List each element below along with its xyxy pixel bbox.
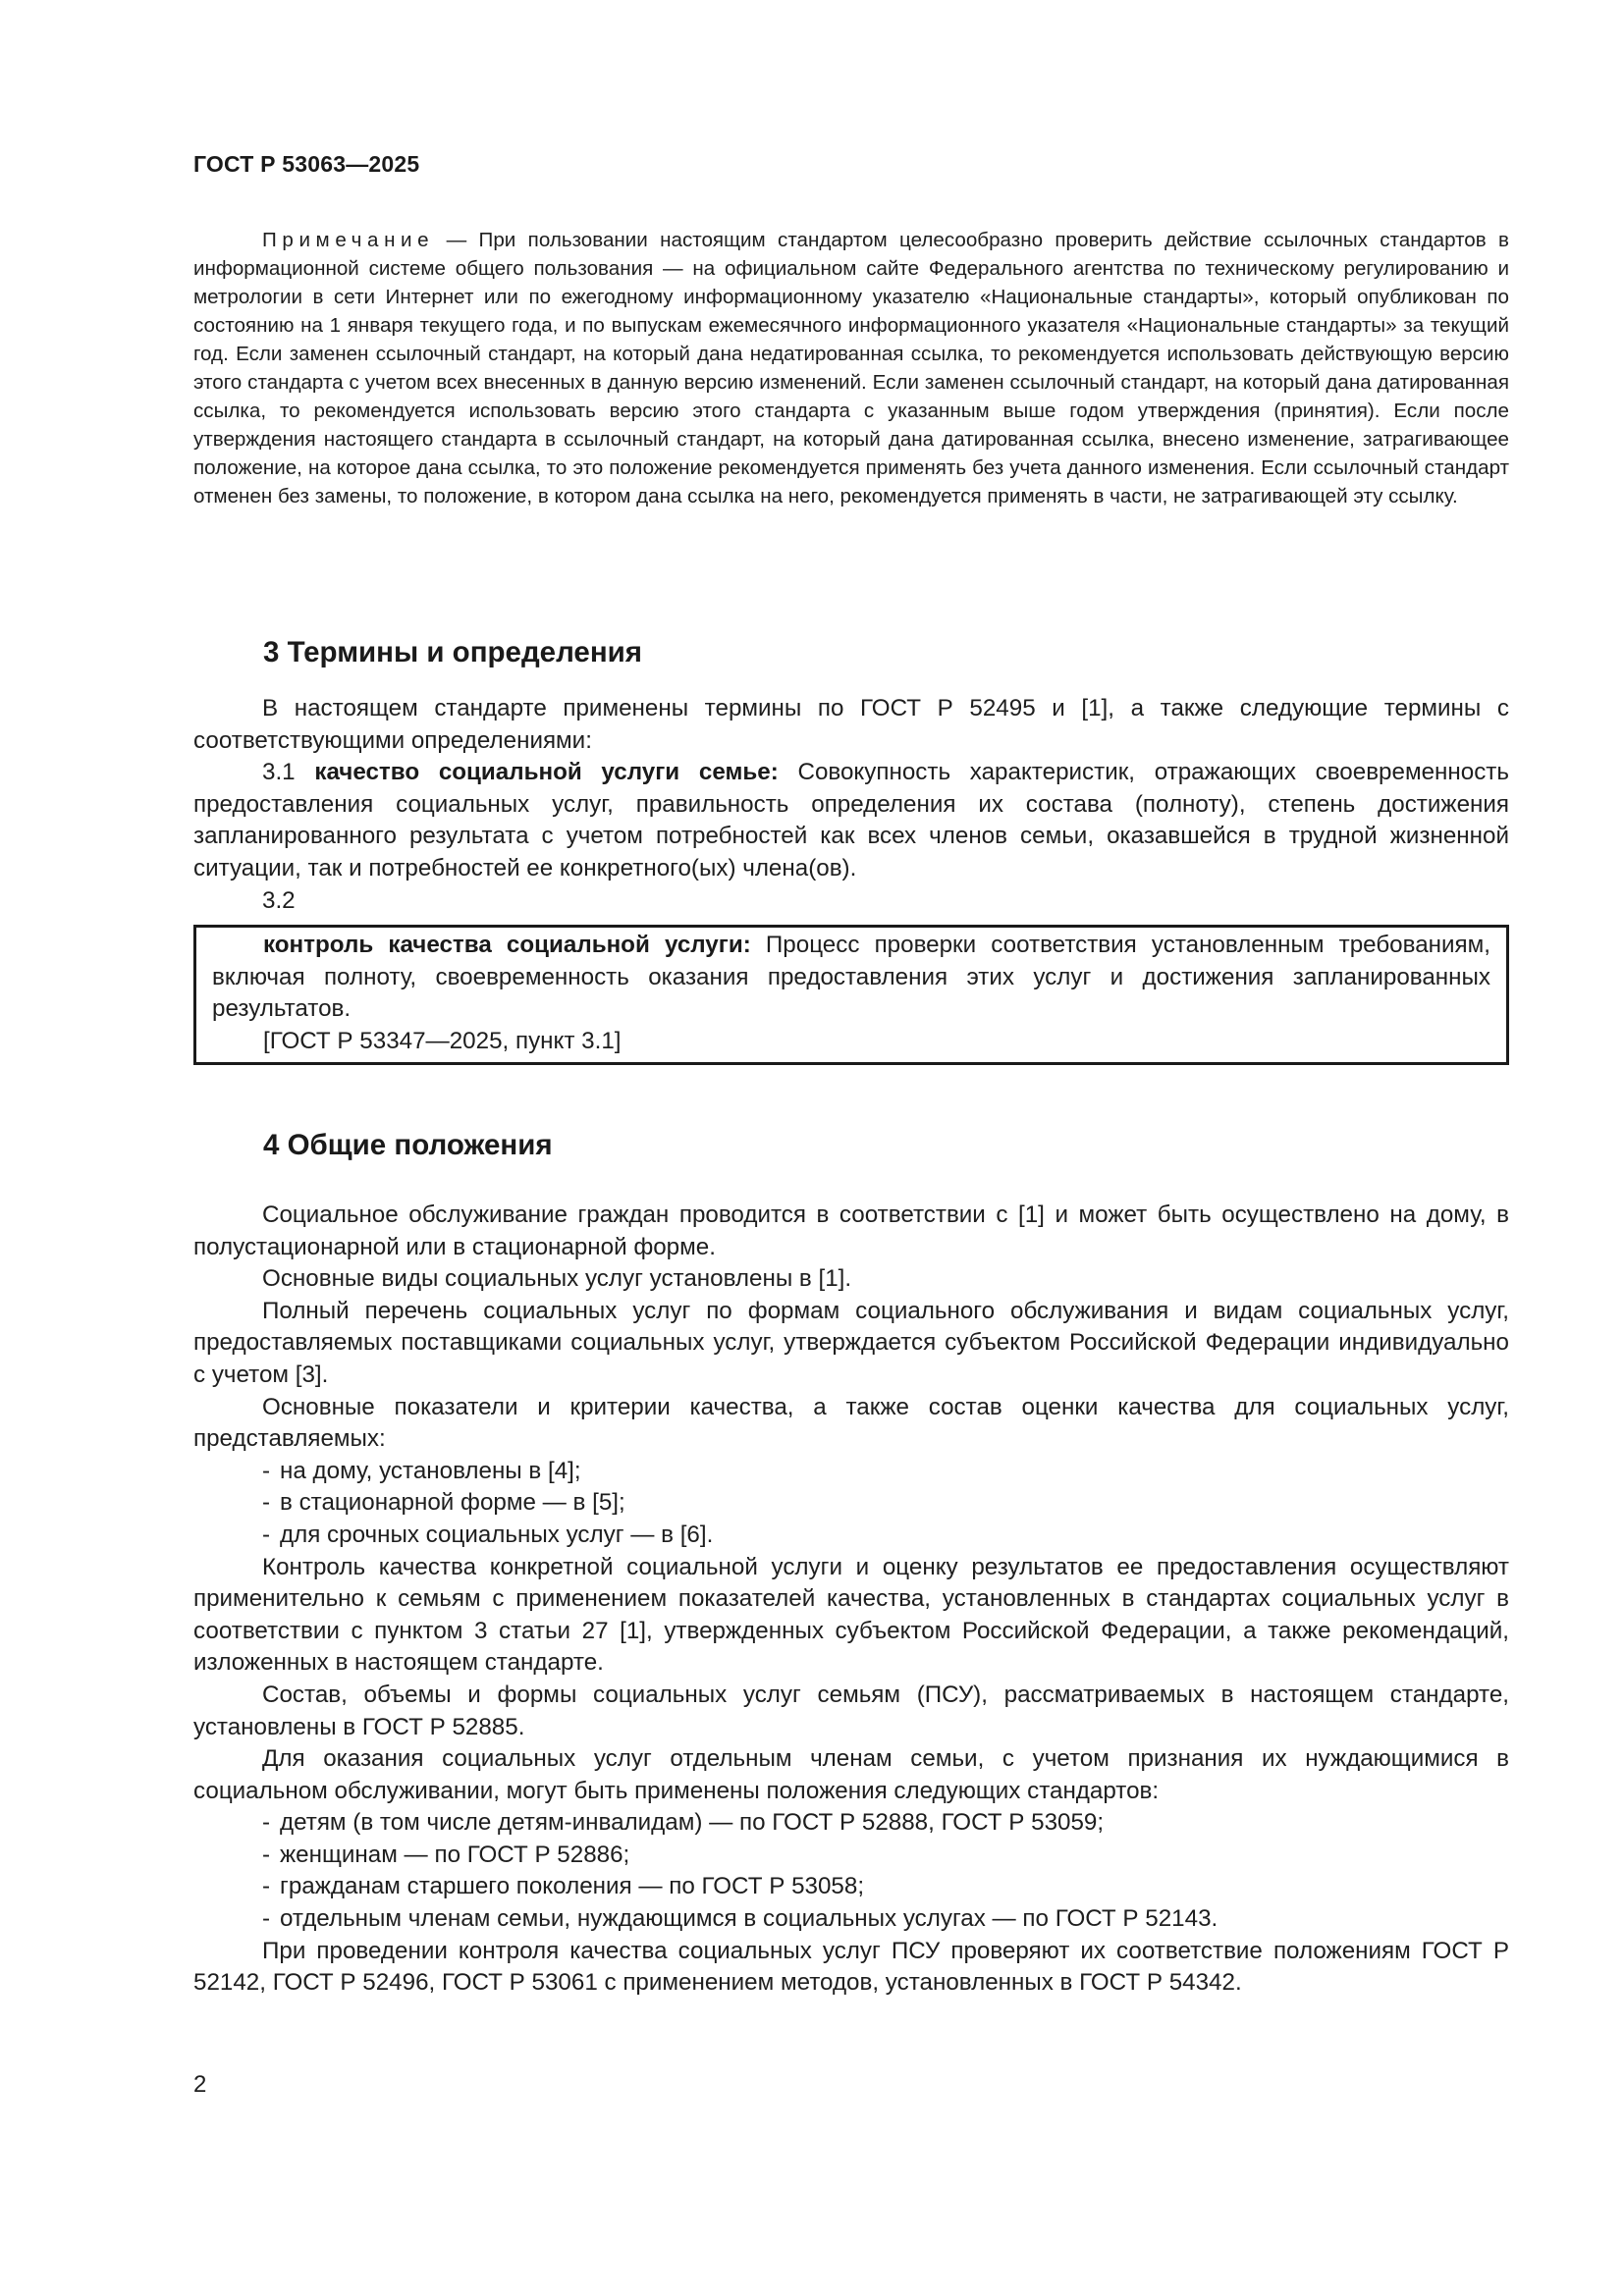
bullet-dash: -: [262, 1873, 271, 1900]
section-3-title: 3 Термины и определения: [263, 636, 643, 668]
paragraph: Основные виды социальных услуг установлены в [1].: [262, 1265, 852, 1293]
term-name: контроль качества социальной услуги:: [263, 932, 751, 959]
term-name: качество социальной услуги семье:: [314, 759, 779, 786]
list-item-text: на дому, установлены в [4];: [280, 1457, 581, 1484]
bullet-dash: -: [262, 1841, 271, 1868]
closing-paragraph: При проведении контроля качества социальных услуг ПСУ проверяют их соответствие положениям ГОСТ Р 52142, ГОСТ Р 52496, ГОСТ Р 53061 с применением методов, установленных в ГОСТ Р 54342.: [193, 1937, 1509, 1997]
document-header: ГОСТ Р 53063—2025: [193, 151, 420, 177]
list-item: [193, 1456, 1509, 1488]
list-item-text: женщинам — по ГОСТ Р 52886;: [280, 1841, 630, 1868]
paragraph: Социальное обслуживание граждан проводится в соответствии с [1] и может быть осуществлено на дому, в полустационарной или в стационарной форме.: [193, 1201, 1509, 1260]
section-4-body: [193, 1200, 1509, 2000]
list-item-text: детям (в том числе детям-инвалидам) — по ГОСТ Р 52888, ГОСТ Р 53059;: [280, 1809, 1105, 1837]
list-item: [193, 1903, 1509, 1936]
list-item: [193, 1487, 1509, 1520]
term-source: [ГОСТ Р 53347—2025, пункт 3.1]: [263, 1027, 622, 1054]
paragraph: Для оказания социальных услуг отдельным членам семьи, с учетом признания их нуждающимися в социальном обслуживании, могут быть применены положения следующих стандартов:: [193, 1745, 1509, 1804]
term-definition: Процесс проверки соответствия установленным требованиям, включая полноту, своевременность оказания предоставления этих услуг и достижения запланированных результатов.: [212, 932, 1490, 1023]
term-definition: Совокупность характеристик, отражающих своевременность предоставления социальных услуг, правильность определения их состава (полноту), степень достижения запланированного результата с учетом потребностей как всех членов семьи, оказавшейся в трудной жизненной ситуации, так и потребностей ее конкретного(ых) члена(ов).: [193, 759, 1509, 881]
term-number: 3.1: [262, 759, 315, 786]
list-item: [193, 1520, 1509, 1552]
note-label: Примечание: [262, 229, 435, 251]
page-number: 2: [193, 2071, 207, 2098]
list-item-text: для срочных социальных услуг — в [6].: [280, 1521, 714, 1548]
bullet-dash: -: [262, 1905, 271, 1933]
note-text: — При пользовании настоящим стандартом целесообразно проверить действие ссылочных стандартов в информационной системе общего пользования — на официальном сайте Федерального агентства по техническому регулированию и метрологии в сети Интернет или по ежегодному информационному указателю «Национальные стандарты», который опубликован по состоянию на 1 января текущего года, и по выпускам ежемесячного информационного указателя «Национальные стандарты» за текущий год. Если заменен ссылочный стандарт, на который дана недатированная ссылка, то рекомендуется использовать действующую версию этого стандарта с учетом всех внесенных в данную версию изменений. Если заменен ссылочный стандарт, на который дана датированная ссылка, то рекомендуется использовать версию этого стандарта с указанным выше годом утверждения (принятия). Если после утверждения настоящего стандарта в ссылочный стандарт, на который дана датированная ссылка, внесено изменение, затрагивающее положение, на которое дана ссылка, то это положение рекомендуется применять без учета данного изменения. Если ссылочный стандарт отменен без замены, то положение, в котором дана ссылка на него, рекомендуется применять в части, не затрагивающей эту ссылку.: [193, 229, 1509, 507]
section-4-title: 4 Общие положения: [263, 1129, 553, 1161]
list-item: [193, 1807, 1509, 1840]
term-3-2-number: 3.2: [262, 886, 296, 914]
reference-note: [193, 226, 1509, 510]
note-paragraph: [193, 226, 1509, 510]
section-3-body: [193, 693, 1509, 1065]
section-3-intro: В настоящем стандарте применены термины по ГОСТ Р 52495 и [1], а также следующие термины с соответствующими определениями:: [193, 695, 1509, 754]
paragraph: Контроль качества конкретной социальной услуги и оценку результатов ее предоставления осуществляют применительно к семьям с применением показателей качества, установленных в стандартах социальных услуг в соответствии с пунктом 3 статьи 27 [1], утвержденных субъектом Российской Федерации, а также рекомендаций, изложенных в настоящем стандарте.: [193, 1553, 1509, 1677]
bullet-dash: -: [262, 1457, 271, 1484]
term-3-2-box: [193, 925, 1509, 1064]
bullet-dash: -: [262, 1489, 271, 1517]
list-item: [193, 1871, 1509, 1903]
bullet-dash: -: [262, 1809, 271, 1837]
list-item-text: отдельным членам семьи, нуждающимся в социальных услугах — по ГОСТ Р 52143.: [280, 1905, 1218, 1933]
bullet-dash: -: [262, 1521, 271, 1548]
paragraph: Состав, объемы и формы социальных услуг семьям (ПСУ), рассматриваемых в настоящем стандарте, установлены в ГОСТ Р 52885.: [193, 1681, 1509, 1740]
term-3-2: [212, 930, 1490, 1026]
list-item-text: в стационарной форме — в [5];: [280, 1489, 625, 1517]
list-item-text: гражданам старшего поколения — по ГОСТ Р 53058;: [280, 1873, 865, 1900]
paragraph: Полный перечень социальных услуг по формам социального обслуживания и видам социальных услуг, предоставляемых поставщиками социальных услуг, утверждается субъектом Российской Федерации индивидуально с учетом [3].: [193, 1297, 1509, 1388]
list-item: [193, 1840, 1509, 1872]
term-3-1: [193, 757, 1509, 884]
paragraph: Основные показатели и критерии качества, а также состав оценки качества для социальных услуг, представляемых:: [193, 1393, 1509, 1453]
